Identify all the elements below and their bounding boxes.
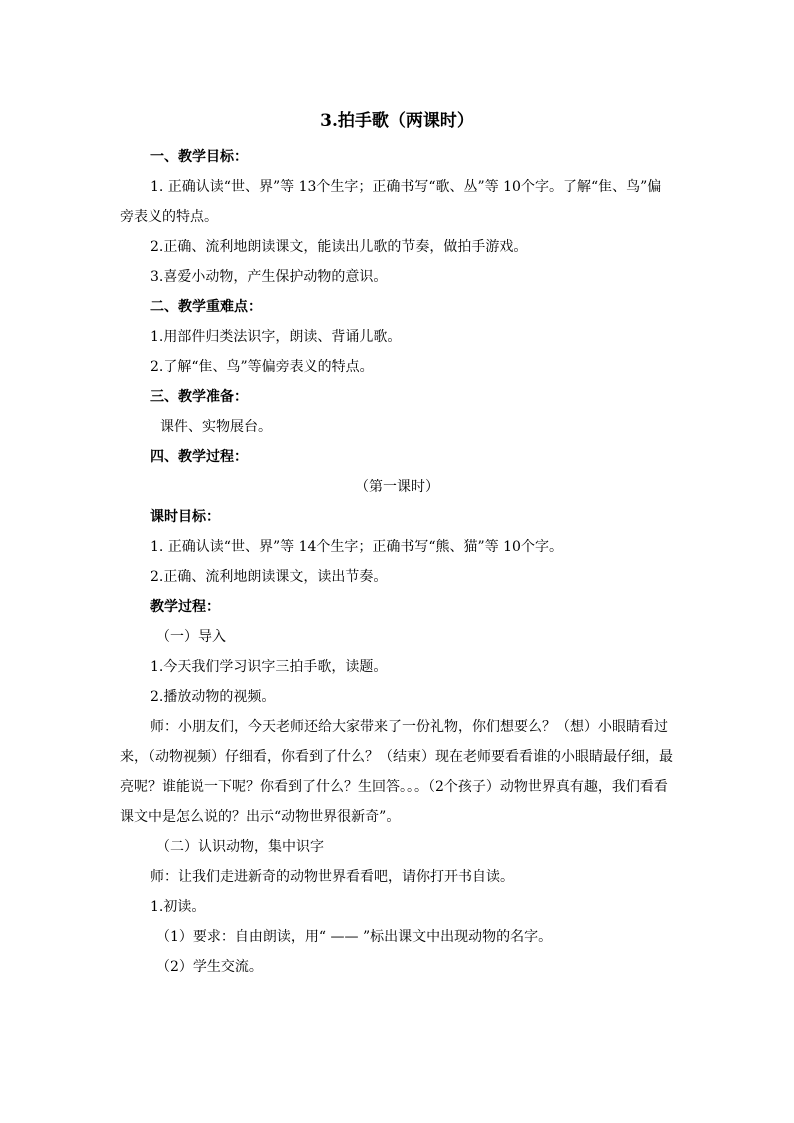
key-point-item-1: 1.用部件归类法识字，朗读、背诵儿歌。 [150, 329, 402, 345]
objective-item-1: 1. 正确认读“世、界”等 13个生字；正确书写“歌、丛”等 10个字。了解“隹、鸟”偏旁表义的特点。 [120, 179, 662, 225]
part1-paragraph: 师：小朋友们，今天老师还给大家带来了一份礼物，你们想要么？（想）小眼睛看过来，（动物视频）仔细看，你看到了什么？（结束）现在老师要看看谁的小眼睛最仔细，最亮呢？谁能说一下呢？你看到了什么？生回答。。。（2个孩子）动物世界真有趣，我们看看课文中是怎么说的？出示“动物世界很新奇”。 [120, 719, 673, 825]
part1-item-2: 2.播放动物的视频。 [150, 689, 276, 705]
part2-item-1: 1.初读。 [150, 899, 206, 915]
part1-item-1: 1.今天我们学习识字三拍手歌，读题。 [150, 659, 388, 675]
part2-heading: （二）认识动物，集中识字 [156, 839, 324, 855]
teaching-process-heading: 教学过程： [150, 599, 220, 615]
page-title: 3.拍手歌（两课时） [320, 111, 474, 131]
section-heading-key-points: 二、教学重难点： [150, 299, 262, 315]
objective-item-2: 2.正确、流利地朗读课文，能读出儿歌的节奏，做拍手游戏。 [150, 239, 528, 255]
part1-heading: （一）导入 [156, 629, 226, 645]
lesson-goal-item-1: 1. 正确认读“世、界”等 14个生字；正确书写“熊、猫”等 10个字。 [150, 539, 563, 555]
lesson-label: （第一课时） [355, 479, 439, 495]
preparation-item-1: 课件、实物展台。 [160, 419, 272, 435]
part2-subitem-2: （2）学生交流。 [156, 959, 263, 975]
section-heading-objectives: 一、教学目标： [150, 149, 248, 165]
lesson-goal-heading: 课时目标： [150, 509, 220, 525]
part2-paragraph: 师：让我们走进新奇的动物世界看看吧，请你打开书自读。 [150, 869, 514, 885]
part2-subitem-1: （1）要求：自由朗读，用“ —— ”标出课文中出现动物的名字。 [156, 929, 553, 945]
section-heading-process: 四、教学过程： [150, 449, 248, 465]
key-point-item-2: 2.了解“隹、鸟”等偏旁表义的特点。 [150, 359, 374, 375]
document-content [120, 100, 674, 982]
objective-item-3: 3.喜爱小动物，产生保护动物的意识。 [150, 269, 388, 285]
lesson-goal-item-2: 2.正确、流利地朗读课文，读出节奏。 [150, 569, 388, 585]
section-heading-preparation: 三、教学准备： [150, 389, 248, 405]
